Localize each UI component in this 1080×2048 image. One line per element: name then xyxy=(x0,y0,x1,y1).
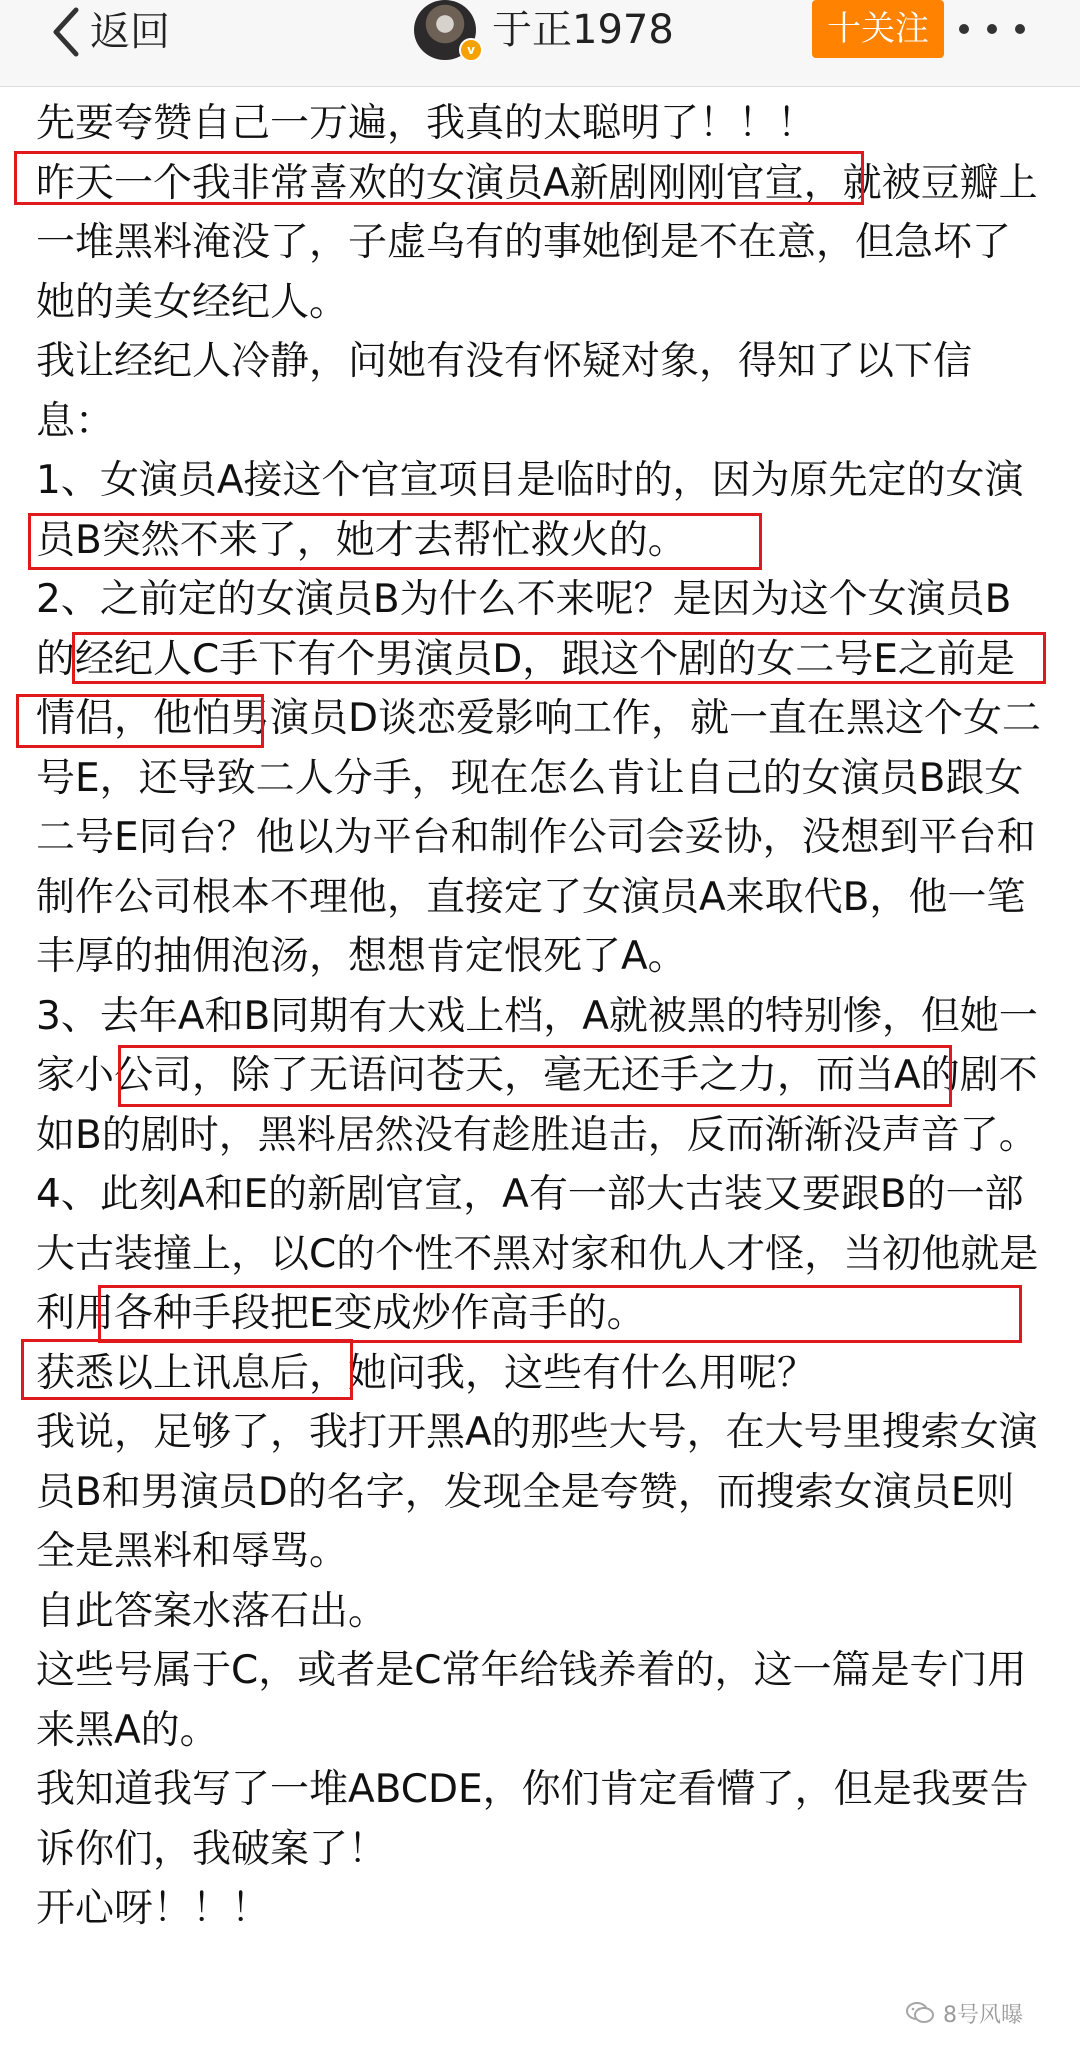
top-navigation-bar xyxy=(0,0,1080,87)
post-paragraph: 3、去年A和B同期有大戏上档，A就被黑的特别惨，但她一家小公司，除了无语问苍天，毫无还手之力，而当A的剧不如B的剧时，黑料居然没有趁胜追击，反而渐渐没声音了。 xyxy=(36,993,1038,1158)
wechat-icon xyxy=(905,2000,935,2026)
post-body xyxy=(36,94,1046,1939)
username[interactable]: 于正1978 xyxy=(492,7,674,53)
chevron-left-icon xyxy=(50,6,80,58)
post-paragraph: 开心呀！！！ xyxy=(36,1886,271,1931)
more-options-button[interactable] xyxy=(955,0,1029,58)
back-label: 返回 xyxy=(90,9,170,55)
post-paragraph: 这些号属于C，或者是C常年给钱养着的，这一篇是专门用来黑A的。 xyxy=(36,1648,1027,1753)
watermark-text: 8号风曝 xyxy=(943,2002,1023,2028)
post-paragraph: 我知道我写了一堆ABCDE，你们肯定看懵了，但是我要告诉你们，我破案了！ xyxy=(36,1767,1029,1872)
follow-button[interactable]: 十关注 xyxy=(812,0,944,58)
post-paragraph: 我说，足够了，我打开黑A的那些大号，在大号里搜索女演员B和男演员D的名字，发现全是夸赞，而搜索女演员E则全是黑料和辱骂。 xyxy=(36,1410,1038,1574)
post-paragraph: 昨天一个我非常喜欢的女演员A新剧刚刚官宣，就被豆瓣上一堆黑料淹没了，子虚乌有的事她倒是不在意，但急坏了她的美女经纪人。 xyxy=(36,160,1038,325)
post-paragraph: 4、此刻A和E的新剧官宣，A有一部大古装又要跟B的一部大古装撞上，以C的个性不黑对家和仇人才怪，当初他就是利用各种手段把E变成炒作高手的。 xyxy=(36,1172,1039,1336)
watermark xyxy=(905,1998,1023,2028)
post-paragraph: 获悉以上讯息后，她问我，这些有什么用呢？ xyxy=(36,1350,817,1396)
verified-badge-icon: v xyxy=(459,38,483,62)
post-paragraph: 自此答案水落石出。 xyxy=(36,1588,388,1634)
post-paragraph: 1、女演员A接这个官宣项目是临时的，因为原先定的女演员B突然不来了，她才去帮忙救火的。 xyxy=(36,458,1024,563)
dot-icon xyxy=(959,24,969,34)
dot-icon xyxy=(1015,24,1025,34)
post-paragraph: 我让经纪人冷静，问她有没有怀疑对象，得知了以下信息： xyxy=(36,339,973,444)
back-button[interactable] xyxy=(50,4,170,60)
post-paragraph: 2、之前定的女演员B为什么不来呢？是因为这个女演员B的经纪人C手下有个男演员D，跟这个剧的女二号E之前是情侣，他怕男演员D谈恋爱影响工作，就一直在黑这个女二号E，还导致二人分手，现在怎么肯让自己的女演员B跟女二号E同台？他以为平台和制作公司会妥协，没想到平台和制作公司根本不理他，直接定了女演员A来取代B，他一笔丰厚的抽佣泡汤，想想肯定恨死了A。 xyxy=(36,577,1042,979)
post-paragraph: 先要夸赞自己一万遍，我真的太聪明了！！！ xyxy=(36,101,817,146)
dot-icon xyxy=(987,24,997,34)
